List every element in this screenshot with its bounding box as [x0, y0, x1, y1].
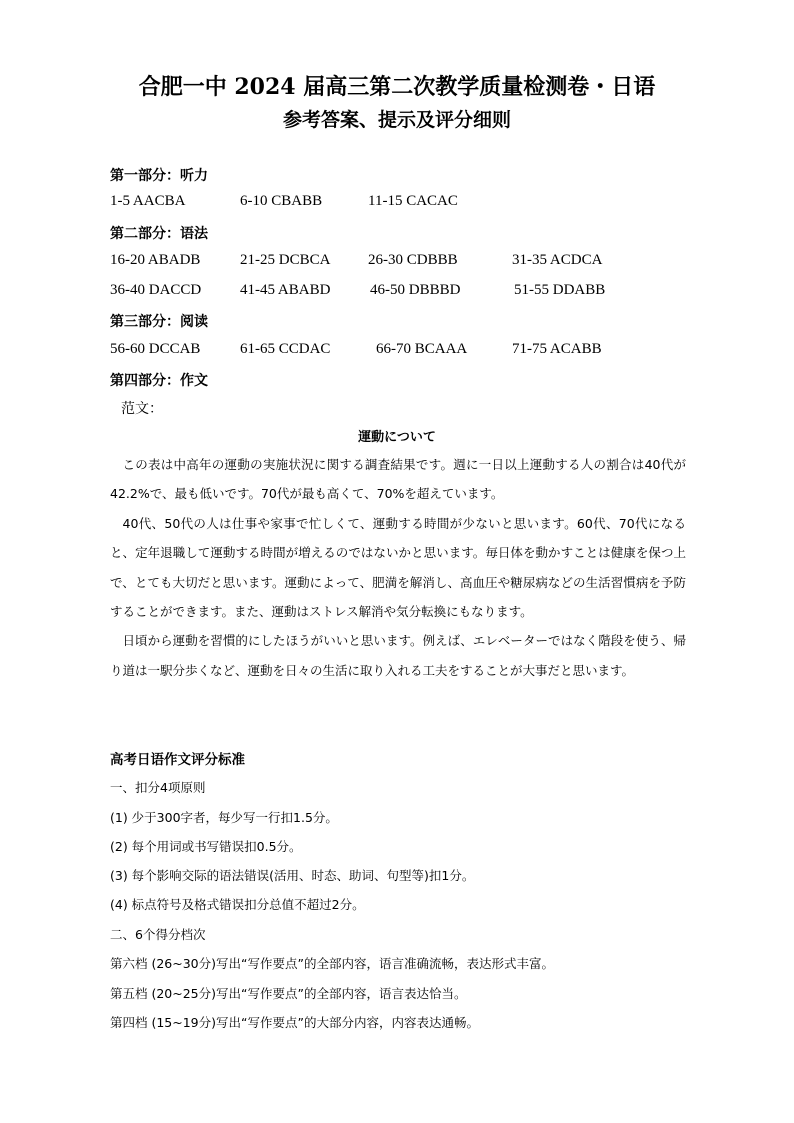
- part1-heading: 第一部分：听力: [110, 168, 208, 184]
- essay-paragraph: この表は中高年の運動の実施状況に関する調査結果です。週に一日以上運動する人の割合は40代が42.2%で、最も低いです。70代が最も高くて、70%を超えています。: [110, 457, 686, 502]
- answer-group: 36-40 DACCD: [110, 282, 202, 298]
- part4-heading: 第四部分：作文: [110, 373, 208, 389]
- level-item: 第六档 (26~30分)写出“写作要点”的全部内容，语言准确流畅，表达形式丰富。: [110, 956, 554, 971]
- level-item: 第五档 (20~25分)写出“写作要点”的全部内容，语言表达恰当。: [110, 986, 467, 1001]
- answer-group: 56-60 DCCAB: [110, 341, 201, 357]
- part3-heading: 第三部分：阅读: [110, 314, 208, 330]
- principle-item: (4) 标点符号及格式错误扣分总值不超过2分。: [110, 897, 365, 912]
- principle-item: (2) 每个用词或书写错误扣0.5分。: [110, 839, 302, 854]
- essay-title: 運動について: [358, 430, 436, 445]
- answer-group: 71-75 ACABB: [512, 341, 602, 357]
- page-title: 合肥一中 2024 届高三第二次教学质量检测卷・日语: [138, 74, 656, 100]
- answer-group: 1-5 AACBA: [110, 193, 186, 209]
- scoring-heading: 高考日语作文评分标准: [110, 752, 245, 768]
- essay-paragraph: 40代、50代の人は仕事や家事で忙しくて、運動する時間が少ないと思います。60代、70代になると、定年退職して運動する時間が増えるのではないかと思います。毎日体を動かすことは健康を保つ上で、とても大切だと思います。運動によって、肥満を解消し、高血圧や糖尿病などの生活習慣病を予防することができます。また、運動はストレス解消や気分転換にもなります。: [110, 515, 686, 620]
- principle-item: (1) 少于300字者，每少写一行扣1.5分。: [110, 810, 338, 825]
- principles-title: 一、扣分4项原则: [110, 780, 206, 795]
- level-item: 第四档 (15~19分)写出“写作要点”的大部分内容，内容表达通畅。: [110, 1015, 479, 1030]
- essay-body: [110, 450, 686, 685]
- answer-group: 41-45 ABABD: [240, 282, 331, 298]
- answer-group: 6-10 CBABB: [240, 193, 323, 209]
- answer-group: 66-70 BCAAA: [376, 341, 468, 357]
- answer-group: 51-55 DDABB: [514, 282, 606, 298]
- part2-heading: 第二部分：语法: [110, 226, 208, 242]
- answer-group: 61-65 CCDAC: [240, 341, 331, 357]
- page-subtitle: 参考答案、提示及评分细则: [282, 109, 511, 131]
- answer-group: 16-20 ABADB: [110, 252, 201, 268]
- principle-item: (3) 每个影响交际的语法错误(活用、时态、助词、句型等)扣1分。: [110, 868, 475, 883]
- sample-label: 范文：: [121, 401, 163, 417]
- answer-group: 21-25 DCBCA: [240, 252, 331, 268]
- answer-group: 46-50 DBBBD: [370, 282, 461, 298]
- levels-title: 二、6个得分档次: [110, 927, 206, 942]
- answer-group: 26-30 CDBBB: [368, 252, 458, 268]
- essay-paragraph: 日頃から運動を習慣的にしたほうがいいと思います。例えば、エレベーターではなく階段を使う、帰り道は一駅分歩くなど、運動を日々の生活に取り入れる工夫をすることが大事だと思います。: [110, 633, 686, 678]
- answer-group: 11-15 CACAC: [368, 193, 458, 209]
- answer-group: 31-35 ACDCA: [512, 252, 603, 268]
